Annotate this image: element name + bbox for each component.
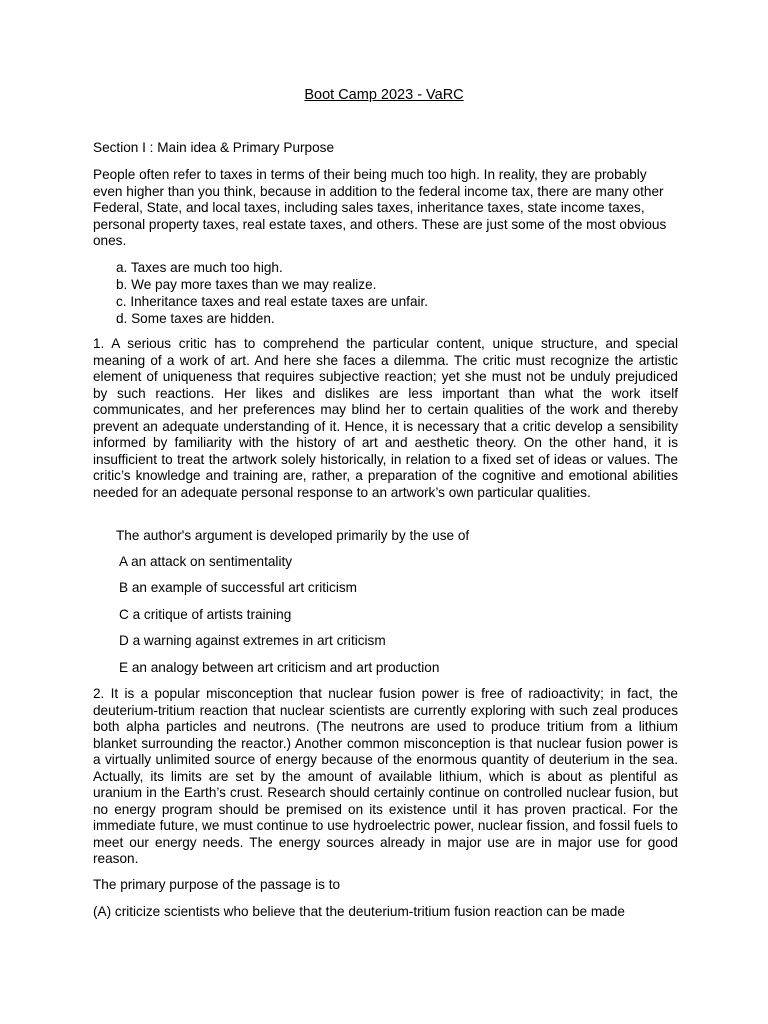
intro-option-d: d. Some taxes are hidden. xyxy=(116,311,275,326)
intro-passage: People often refer to taxes in terms of their being much too high. In reality, they are probably even higher than you think, because in addition to the federal income tax, there are many other Federal, State, and local taxes, including sales taxes, inheritance taxes, state income taxes, personal property taxes, real estate taxes, and others. These are just some of the most obvious ones. xyxy=(93,167,667,248)
intro-option-c: c. Inheritance taxes and real estate taxes are unfair. xyxy=(116,294,429,309)
intro-options xyxy=(116,259,428,327)
section-heading: Section I : Main idea & Primary Purpose xyxy=(93,140,335,155)
q2-choice-a: (A) criticize scientists who believe that the deuterium-tritium fusion reaction can be made xyxy=(93,904,625,919)
intro-option-a: a. Taxes are much too high. xyxy=(116,260,283,275)
q1-choice-d: D a warning against extremes in art criticism xyxy=(119,633,386,648)
q1-passage: 1. A serious critic has to comprehend the particular content, unique structure, and special meaning of a work of art. And here she faces a dilemma. The critic must recognize the artistic element of uniqueness that requires subjective reaction; yet she must not be unduly prejudiced by such reactions. Her likes and dislikes are less important than what the work itself communicates, and her preferences may blind her to certain qualities of the work and thereby prevent an adequate understanding of it. Hence, it is necessary that a critic develop a sensibility informed by familiarity with the history of art and aesthetic theory. On the other hand, it is insufficient to treat the artwork solely historically, in relation to a fixed set of ideas or values. The critic’s knowledge and training are, rather, a preparation of the cognitive and emotional abilities needed for an adequate personal response to an artwork’s own particular qualities. xyxy=(93,336,678,500)
page-title: Boot Camp 2023 - VaRC xyxy=(304,87,464,103)
q1-choice-c: C a critique of artists training xyxy=(119,607,292,622)
q1-question: The author's argument is developed primarily by the use of xyxy=(116,528,470,543)
q1-choice-e: E an analogy between art criticism and art production xyxy=(119,660,440,675)
q2-passage: 2. It is a popular misconception that nuclear fusion power is free of radioactivity; in fact, the deuterium-tritium reaction that nuclear scientists are currently exploring with such zeal produces both alpha particles and neutrons. (The neutrons are used to produce tritium from a lithium blanket surrounding the reactor.) Another common misconception is that nuclear fusion power is a virtually unlimited source of energy because of the enormous quantity of deuterium in the sea. Actually, its limits are set by the amount of available lithium, which is about as plentiful as uranium in the Earth’s crust. Research should certainly continue on controlled nuclear fusion, but no energy program should be premised on its existence until it has proven practical. For the immediate future, we must continue to use hydroelectric power, nuclear fission, and fossil fuels to meet our energy needs. The energy sources already in major use are in major use for good reason. xyxy=(93,686,678,866)
q1-choice-a: A an attack on sentimentality xyxy=(119,554,293,569)
intro-option-b: b. We pay more taxes than we may realize. xyxy=(116,277,377,292)
q1-choice-b: B an example of successful art criticism xyxy=(119,580,357,595)
q2-question: The primary purpose of the passage is to xyxy=(93,877,341,892)
